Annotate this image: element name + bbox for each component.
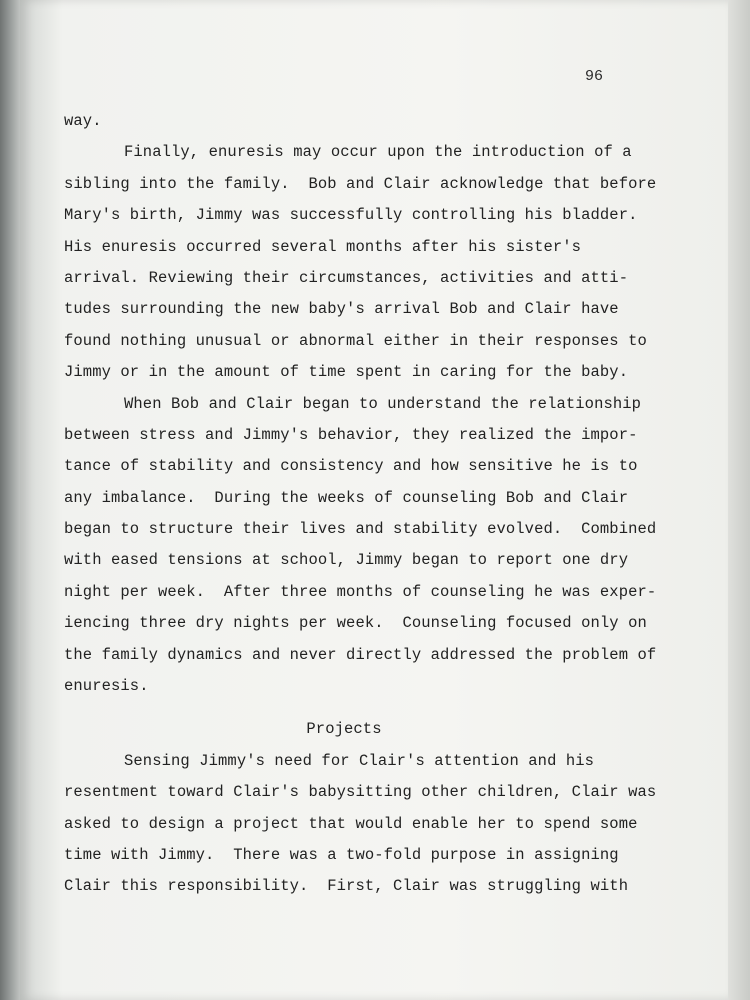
paragraph-enuresis-sibling	[64, 137, 664, 388]
text-line: found nothing unusual or abnormal either in their responses to	[64, 331, 647, 350]
text-line: tudes surrounding the new baby's arrival Bob and Clair have	[64, 300, 619, 319]
text-line: resentment toward Clair's babysitting other children, Clair was	[64, 783, 657, 802]
text-line: Finally, enuresis may occur upon the introduction of a	[124, 143, 632, 162]
paragraph-projects	[64, 746, 664, 903]
spacer	[64, 702, 664, 708]
facing-page-edge	[728, 0, 750, 1000]
text-line: enuresis.	[64, 677, 149, 696]
text-line: sibling into the family. Bob and Clair acknowledge that before	[64, 174, 657, 193]
text-line: Clair this responsibility. First, Clair was struggling with	[64, 877, 629, 896]
text-line: tance of stability and consistency and how sensitive he is to	[64, 457, 638, 476]
paragraph-stress-behavior	[64, 389, 664, 703]
text-line: time with Jimmy. There was a two-fold purpose in assigning	[64, 845, 619, 864]
text-line: iencing three dry nights per week. Counseling focused only on	[64, 614, 647, 633]
text-line: began to structure their lives and stability evolved. Combined	[64, 520, 657, 539]
text-line: between stress and Jimmy's behavior, they realized the impor-	[64, 425, 638, 444]
text-line: night per week. After three months of counseling he was exper-	[64, 582, 657, 601]
text-line: with eased tensions at school, Jimmy began to report one dry	[64, 551, 629, 570]
text-line: the family dynamics and never directly addressed the problem of	[64, 645, 657, 664]
text-line: way.	[64, 112, 102, 130]
body-text	[64, 106, 664, 903]
section-heading: Projects	[306, 720, 382, 739]
text-line: any imbalance. During the weeks of counseling Bob and Clair	[64, 488, 629, 507]
text-line: Mary's birth, Jimmy was successfully controlling his bladder.	[64, 206, 638, 225]
text-line: Sensing Jimmy's need for Clair's attention and his	[124, 751, 595, 770]
page-number: 96	[585, 68, 604, 85]
text-line: asked to design a project that would enable her to spend some	[64, 814, 638, 833]
text-line: When Bob and Clair began to understand the relationship	[124, 394, 642, 413]
text-line: Jimmy or in the amount of time spent in caring for the baby.	[64, 363, 629, 382]
text-line: arrival. Reviewing their circumstances, activities and atti-	[64, 268, 629, 287]
desk-background	[0, 0, 22, 1000]
text-line: His enuresis occurred several months after his sister's	[64, 237, 582, 256]
